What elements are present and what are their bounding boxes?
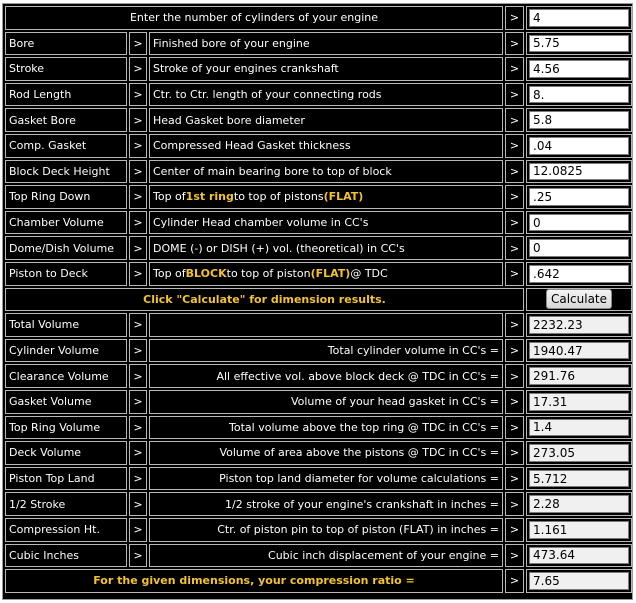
cylinders-prompt: Enter the number of cylinders of your engine xyxy=(5,6,503,30)
arrow-icon: > xyxy=(129,492,147,516)
field-description: Cylinder Head chamber volume in CC's xyxy=(149,211,503,235)
calculate-button[interactable]: Calculate xyxy=(546,289,612,309)
field-label: Piston to Deck xyxy=(5,262,127,286)
arrow-icon: > xyxy=(129,57,147,81)
field-description: Finished bore of your engine xyxy=(149,32,503,56)
half-stroke-output[interactable]: 2.28 xyxy=(529,495,629,513)
field-description: Center of main bearing bore to top of block xyxy=(149,160,503,184)
input-row-comp-gasket xyxy=(3,133,632,159)
result-row-half-stroke xyxy=(3,491,632,517)
input-row-bore xyxy=(3,31,632,57)
desc-text: to top of piston xyxy=(226,267,311,281)
result-label: Piston Top Land xyxy=(5,467,127,491)
calculate-cell xyxy=(526,288,632,312)
field-description: DOME (-) or DISH (+) vol. (theoretical) in CC's xyxy=(149,236,503,260)
bore-input-cell[interactable] xyxy=(526,32,632,56)
result-label: 1/2 Stroke xyxy=(5,492,127,516)
field-label: Block Deck Height xyxy=(5,160,127,184)
arrow-icon: > xyxy=(505,262,524,286)
arrow-icon: > xyxy=(129,108,147,132)
clearance-volume-output[interactable]: 291.76 xyxy=(529,367,629,385)
calculate-row xyxy=(3,287,632,313)
comp-gasket-input-cell[interactable] xyxy=(526,134,632,158)
input-row-block-deck-height xyxy=(3,159,632,185)
desc-text: to top of pistons xyxy=(233,190,324,204)
arrow-icon: > xyxy=(129,390,147,414)
result-row-clearance-volume xyxy=(3,363,632,389)
arrow-icon: > xyxy=(505,108,524,132)
arrow-icon: > xyxy=(505,569,524,593)
arrow-icon: > xyxy=(129,83,147,107)
arrow-icon: > xyxy=(129,160,147,184)
input-row-gasket-bore xyxy=(3,107,632,133)
arrow-icon: > xyxy=(129,339,147,363)
desc-highlight: (FLAT) xyxy=(310,267,351,281)
desc-text: Top of xyxy=(153,190,186,204)
result-description: Cubic inch displacement of your engine = xyxy=(149,544,503,568)
cylinders-input-cell[interactable] xyxy=(526,6,632,30)
arrow-icon: > xyxy=(505,134,524,158)
gasket-bore-input[interactable]: 5.8 xyxy=(529,111,629,129)
top-ring-volume-output[interactable]: 1.4 xyxy=(529,419,629,437)
input-row-top-ring-down xyxy=(3,184,632,210)
arrow-icon: > xyxy=(129,416,147,440)
arrow-icon: > xyxy=(505,441,524,465)
arrow-icon: > xyxy=(129,32,147,56)
dome-dish-volume-input-cell[interactable] xyxy=(526,236,632,260)
compression-ratio-output[interactable]: 7.65 xyxy=(529,572,629,590)
gasket-bore-input-cell[interactable] xyxy=(526,108,632,132)
cylinders-row xyxy=(3,5,632,31)
field-description xyxy=(149,185,503,209)
gasket-volume-output-cell xyxy=(526,390,632,414)
input-row-stroke xyxy=(3,56,632,82)
arrow-icon: > xyxy=(129,313,147,337)
piston-to-deck-input[interactable]: .642 xyxy=(529,265,629,283)
field-description xyxy=(149,262,503,286)
field-description: Compressed Head Gasket thickness xyxy=(149,134,503,158)
field-label: Comp. Gasket xyxy=(5,134,127,158)
dome-dish-volume-input[interactable]: 0 xyxy=(529,239,629,257)
compression-calculator xyxy=(2,3,633,600)
result-label: Clearance Volume xyxy=(5,364,127,388)
cylinder-volume-output[interactable]: 1940.47 xyxy=(529,342,629,360)
arrow-icon: > xyxy=(505,518,524,542)
result-label: Total Volume xyxy=(5,313,127,337)
result-row-compression-height xyxy=(3,517,632,543)
arrow-icon: > xyxy=(505,467,524,491)
result-row-gasket-volume xyxy=(3,389,632,415)
desc-text: @ TDC xyxy=(350,267,388,281)
arrow-icon: > xyxy=(129,185,147,209)
chamber-volume-input-cell[interactable] xyxy=(526,211,632,235)
rod-length-input[interactable]: 8. xyxy=(529,86,629,104)
compression-ratio-output-cell xyxy=(526,569,632,593)
compression-ratio-label: For the given dimensions, your compression ratio = xyxy=(5,569,503,593)
field-label: Rod Length xyxy=(5,83,127,107)
arrow-icon: > xyxy=(129,364,147,388)
cylinders-input[interactable]: 4 xyxy=(529,9,629,27)
arrow-icon: > xyxy=(505,185,524,209)
arrow-icon: > xyxy=(505,364,524,388)
result-label: Deck Volume xyxy=(5,441,127,465)
arrow-icon: > xyxy=(505,544,524,568)
result-row-total-volume xyxy=(3,312,632,338)
desc-highlight: 1st ring xyxy=(185,190,234,204)
gasket-volume-output[interactable]: 17.31 xyxy=(529,393,629,411)
arrow-icon: > xyxy=(129,134,147,158)
half-stroke-output-cell xyxy=(526,492,632,516)
deck-volume-output-cell xyxy=(526,441,632,465)
compression-ratio-row xyxy=(3,568,632,594)
desc-highlight: BLOCK xyxy=(185,267,227,281)
arrow-icon: > xyxy=(129,544,147,568)
cubic-inches-output-cell xyxy=(526,544,632,568)
arrow-icon: > xyxy=(505,339,524,363)
field-description: Ctr. to Ctr. length of your connecting rods xyxy=(149,83,503,107)
block-deck-height-input-cell[interactable] xyxy=(526,160,632,184)
arrow-icon: > xyxy=(505,160,524,184)
arrow-icon: > xyxy=(505,313,524,337)
result-description xyxy=(149,313,503,337)
field-description: Head Gasket bore diameter xyxy=(149,108,503,132)
result-label: Cubic Inches xyxy=(5,544,127,568)
result-label: Top Ring Volume xyxy=(5,416,127,440)
calculate-prompt: Click "Calculate" for dimension results. xyxy=(5,288,524,312)
desc-text: Top of xyxy=(153,267,186,281)
result-description: Total cylinder volume in CC's = xyxy=(149,339,503,363)
field-description: Stroke of your engines crankshaft xyxy=(149,57,503,81)
result-description: Volume of your head gasket in CC's = xyxy=(149,390,503,414)
input-row-piston-to-deck xyxy=(3,261,632,287)
arrow-icon: > xyxy=(505,57,524,81)
top-ring-volume-output-cell xyxy=(526,416,632,440)
arrow-icon: > xyxy=(505,32,524,56)
field-label: Gasket Bore xyxy=(5,108,127,132)
rod-length-input-cell[interactable] xyxy=(526,83,632,107)
arrow-icon: > xyxy=(505,211,524,235)
arrow-icon: > xyxy=(129,236,147,260)
bore-input[interactable]: 5.75 xyxy=(529,35,629,53)
result-label: Gasket Volume xyxy=(5,390,127,414)
piston-to-deck-input-cell[interactable] xyxy=(526,262,632,286)
desc-highlight: (FLAT) xyxy=(323,190,364,204)
result-description: Piston top land diameter for volume calculations = xyxy=(149,467,503,491)
arrow-icon: > xyxy=(129,518,147,542)
result-row-cylinder-volume xyxy=(3,338,632,364)
field-label: Bore xyxy=(5,32,127,56)
result-description: All effective vol. above block deck @ TDC in CC's = xyxy=(149,364,503,388)
result-label: Cylinder Volume xyxy=(5,339,127,363)
total-volume-output-cell xyxy=(526,313,632,337)
arrow-icon: > xyxy=(505,83,524,107)
field-label: Stroke xyxy=(5,57,127,81)
block-deck-height-input[interactable]: 12.0825 xyxy=(529,163,629,181)
arrow-icon: > xyxy=(129,467,147,491)
result-row-deck-volume xyxy=(3,440,632,466)
arrow-icon: > xyxy=(129,441,147,465)
field-label: Chamber Volume xyxy=(5,211,127,235)
result-description: Volume of area above the pistons @ TDC in CC's = xyxy=(149,441,503,465)
top-ring-down-input[interactable]: .25 xyxy=(529,188,629,206)
arrow-icon: > xyxy=(129,211,147,235)
result-label: Compression Ht. xyxy=(5,518,127,542)
comp-gasket-input[interactable]: .04 xyxy=(529,137,629,155)
result-row-top-ring-volume xyxy=(3,415,632,441)
clearance-volume-output-cell xyxy=(526,364,632,388)
result-description: Total volume above the top ring @ TDC in CC's = xyxy=(149,416,503,440)
result-description: 1/2 stroke of your engine's crankshaft in inches = xyxy=(149,492,503,516)
arrow-icon: > xyxy=(505,492,524,516)
arrow-icon: > xyxy=(505,416,524,440)
total-volume-output[interactable]: 2232.23 xyxy=(529,316,629,334)
stroke-input-cell[interactable] xyxy=(526,57,632,81)
input-row-dome-dish-volume xyxy=(3,235,632,261)
result-row-piston-top-land xyxy=(3,466,632,492)
input-row-chamber-volume xyxy=(3,210,632,236)
field-label: Top Ring Down xyxy=(5,185,127,209)
input-row-rod-length xyxy=(3,82,632,108)
arrow-icon: > xyxy=(129,262,147,286)
compression-height-output-cell xyxy=(526,518,632,542)
result-row-cubic-inches xyxy=(3,543,632,569)
arrow-icon: > xyxy=(505,390,524,414)
compression-height-output[interactable]: 1.161 xyxy=(529,521,629,539)
piston-top-land-output[interactable]: 5.712 xyxy=(529,470,629,488)
field-label: Dome/Dish Volume xyxy=(5,236,127,260)
result-description: Ctr. of piston pin to top of piston (FLAT) in inches = xyxy=(149,518,503,542)
cubic-inches-output[interactable]: 473.64 xyxy=(529,547,629,565)
chamber-volume-input[interactable]: 0 xyxy=(529,214,629,232)
arrow-icon: > xyxy=(505,236,524,260)
arrow-icon: > xyxy=(505,6,524,30)
deck-volume-output[interactable]: 273.05 xyxy=(529,444,629,462)
cylinder-volume-output-cell xyxy=(526,339,632,363)
stroke-input[interactable]: 4.56 xyxy=(529,60,629,78)
top-ring-down-input-cell[interactable] xyxy=(526,185,632,209)
piston-top-land-output-cell xyxy=(526,467,632,491)
